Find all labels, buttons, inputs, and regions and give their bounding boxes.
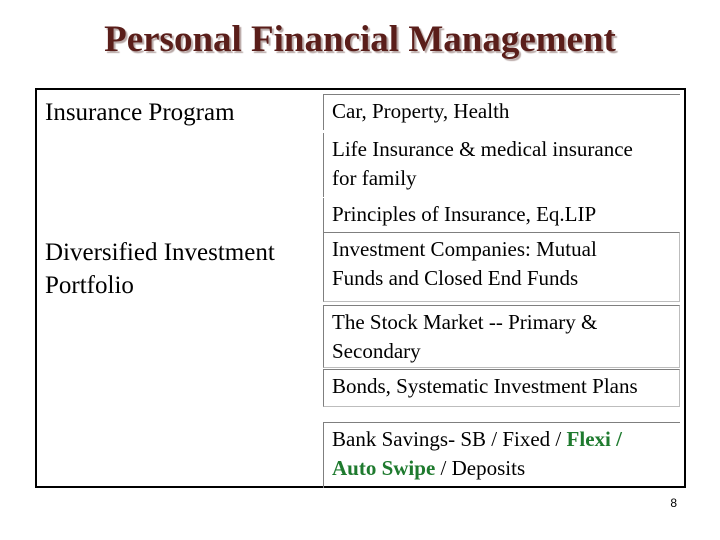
item-bank-line2: [332, 454, 680, 483]
item-companies-line1: Investment Companies: Mutual: [332, 237, 597, 261]
item-stock-line1: The Stock Market -- Primary &: [332, 310, 598, 334]
content-table: [35, 88, 686, 488]
item-stock-line2: Secondary: [332, 339, 421, 363]
item-bank-auto-swipe: Auto Swipe: [332, 456, 436, 480]
item-car-property-health: [323, 94, 680, 130]
item-bank-line1: [332, 425, 680, 454]
item-bank-part2: / Deposits: [435, 456, 526, 480]
item-stock-market: [323, 305, 680, 368]
item-life-line2: for family: [332, 166, 417, 190]
item-principles-text: Principles of Insurance, Eq.LIP: [332, 202, 597, 226]
item-bonds-text: Bonds, Systematic Investment Plans: [332, 374, 638, 398]
item-car-text: Car, Property, Health: [332, 99, 510, 123]
item-life-insurance: [323, 133, 680, 197]
item-bank-savings: [323, 422, 680, 488]
item-companies-line2: Funds and Closed End Funds: [332, 266, 579, 290]
diversified-investment-label-line1: Diversified Investment: [45, 239, 275, 266]
item-principles: [323, 198, 680, 232]
item-life-line1: Life Insurance & medical insurance: [332, 137, 633, 161]
item-bonds: [323, 369, 680, 407]
item-bank-flexi: Flexi /: [566, 427, 622, 451]
diversified-investment-label-line2: Portfolio: [45, 272, 134, 299]
diversified-investment-label: [45, 236, 275, 302]
item-bank-part1: Bank Savings- SB / Fixed /: [332, 427, 567, 451]
page-number: 8: [670, 496, 677, 510]
item-investment-companies: [323, 232, 680, 302]
slide-title: Personal Financial Management: [104, 19, 616, 60]
insurance-program-label: Insurance Program: [45, 99, 235, 126]
